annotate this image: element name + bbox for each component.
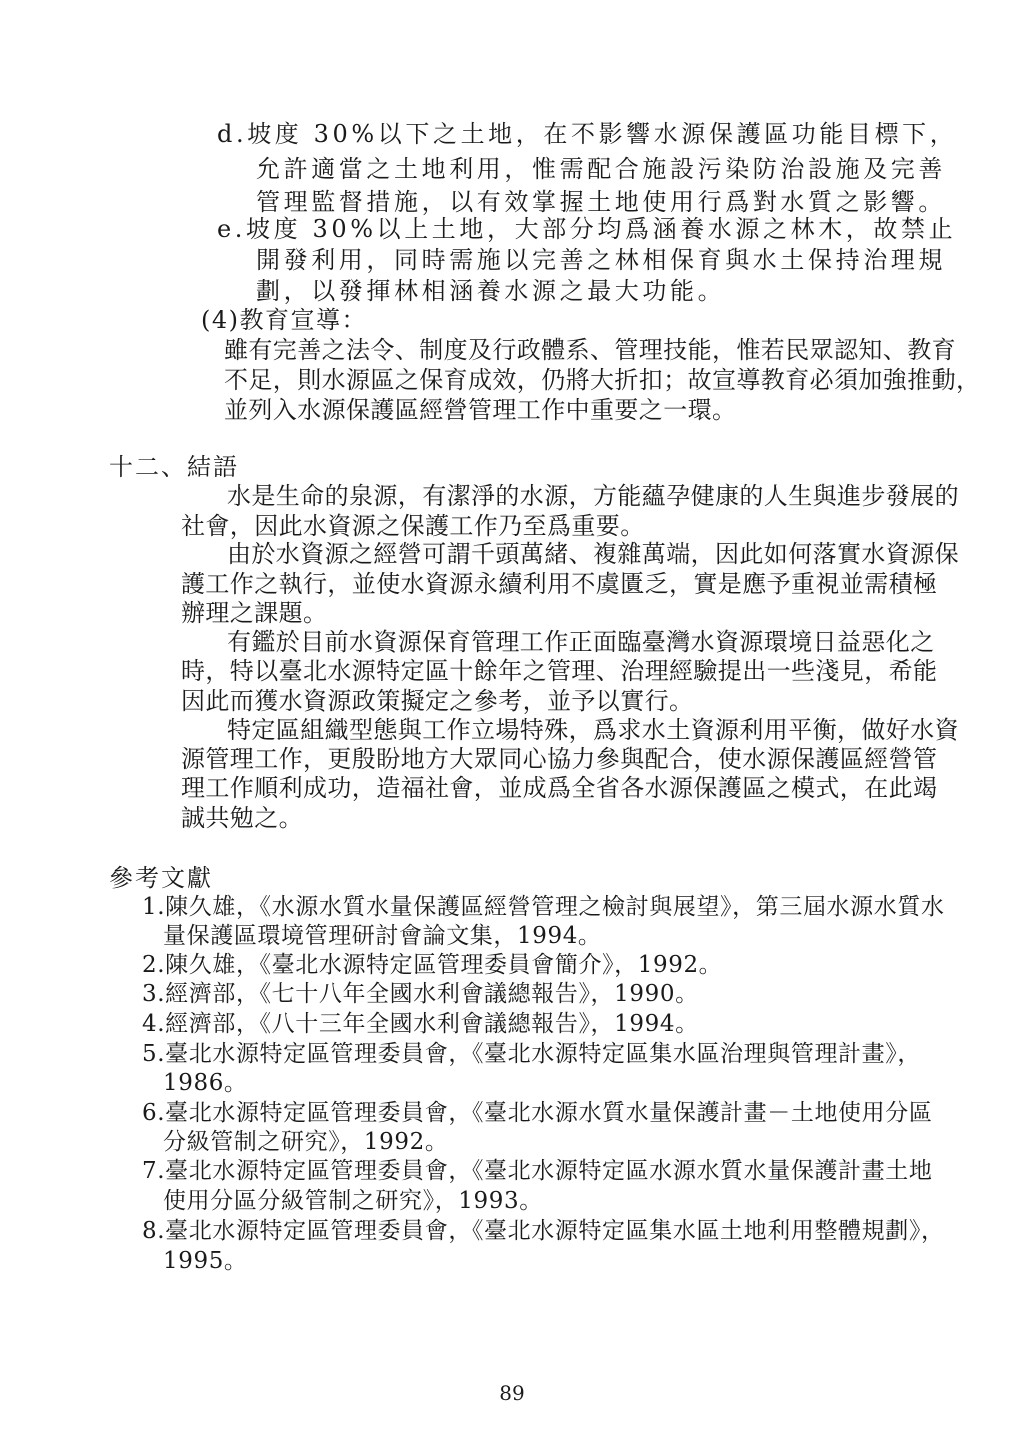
education-line-3: 並列入水源保護區經營管理工作中重要之一環。 <box>224 396 737 424</box>
conclusion-heading: 十二、結語 <box>109 453 239 481</box>
reference-7-line-2: 使用分區分級管制之研究》，1993。 <box>163 1188 543 1214</box>
reference-7-line-1: 7.臺北水源特定區管理委員會，《臺北水源特定區水源水質水量保護計畫土地 <box>142 1158 933 1184</box>
conclusion-p4-line-4: 誠共勉之。 <box>181 804 303 832</box>
section-e-line-1: e.坡度 30%以上土地，大部分均爲涵養水源之林木，故禁止 <box>217 215 957 243</box>
reference-3: 3.經濟部，《七十八年全國水利會議總報告》，1990。 <box>142 981 699 1007</box>
conclusion-p3-line-3: 因此而獲水資源政策擬定之參考，並予以實行。 <box>181 687 694 715</box>
reference-8-line-2: 1995。 <box>163 1248 248 1274</box>
reference-1-line-1: 1.陳久雄，《水源水質水量保護區經營管理之檢討與展望》，第三屆水源水質水 <box>142 894 945 920</box>
reference-1-line-2: 量保護區環境管理研討會論文集，1994。 <box>163 923 602 949</box>
section-d-line-1: d.坡度 30%以下之土地，在不影響水源保護區功能目標下， <box>217 120 958 148</box>
section-e-line-2: 開發利用，同時需施以完善之林相保育與水土保持治理規 <box>256 246 946 274</box>
reference-6-line-1: 6.臺北水源特定區管理委員會，《臺北水源水質水量保護計畫－土地使用分區 <box>142 1100 933 1126</box>
reference-6-line-2: 分級管制之研究》，1992。 <box>163 1129 449 1155</box>
conclusion-p4-line-1: 特定區組織型態與工作立場特殊，爲求水土資源利用平衡，做好水資 <box>227 716 959 744</box>
education-line-2: 不足，則水源區之保育成效，仍將大折扣；故宣導教育必須加強推動， <box>224 366 981 394</box>
reference-8-line-1: 8.臺北水源特定區管理委員會，《臺北水源特定區集水區土地利用整體規劃》， <box>142 1218 945 1244</box>
conclusion-p1-line-2: 社會，因此水資源之保護工作乃至爲重要。 <box>181 512 645 540</box>
education-title: (4)教育宣導： <box>201 306 367 334</box>
conclusion-p3-line-2: 時，特以臺北水源特定區十餘年之管理、治理經驗提出一些淺見，希能 <box>181 657 938 685</box>
section-d-line-3: 管理監督措施，以有效掌握土地使用行爲對水質之影響。 <box>256 188 946 216</box>
conclusion-p3-line-1: 有鑑於目前水資源保育管理工作正面臨臺灣水資源環境日益惡化之 <box>227 628 935 656</box>
references-heading: 參考文獻 <box>109 864 213 892</box>
reference-5-line-2: 1986。 <box>163 1070 248 1096</box>
conclusion-p1-line-1: 水是生命的泉源，有潔淨的水源，方能蘊孕健康的人生與進步發展的 <box>227 482 959 510</box>
conclusion-p2-line-2: 護工作之執行，並使水資源永續利用不虞匱乏，實是應予重視並需積極 <box>181 570 938 598</box>
conclusion-p4-line-2: 源管理工作，更殷盼地方大眾同心協力參與配合，使水源保護區經營管 <box>181 745 938 773</box>
reference-4: 4.經濟部，《八十三年全國水利會議總報告》，1994。 <box>142 1011 699 1037</box>
reference-5-line-1: 5.臺北水源特定區管理委員會，《臺北水源特定區集水區治理與管理計畫》， <box>142 1041 921 1067</box>
reference-2: 2.陳久雄，《臺北水源特定區管理委員會簡介》，1992。 <box>142 952 723 978</box>
conclusion-p4-line-3: 理工作順利成功，造福社會，並成爲全省各水源保護區之模式，在此竭 <box>181 774 938 802</box>
section-d-line-2: 允許適當之土地利用，惟需配合施設污染防治設施及完善 <box>256 155 946 183</box>
section-e-line-3: 劃，以發揮林相涵養水源之最大功能。 <box>256 277 726 305</box>
conclusion-p2-line-3: 辦理之課題。 <box>181 599 328 627</box>
page-number: 89 <box>499 1381 525 1405</box>
conclusion-p2-line-1: 由於水資源之經營可謂千頭萬緒、複雜萬端，因此如何落實水資源保 <box>227 540 959 568</box>
education-line-1: 雖有完善之法令、制度及行政體系、管理技能，惟若民眾認知、教育 <box>224 336 956 364</box>
